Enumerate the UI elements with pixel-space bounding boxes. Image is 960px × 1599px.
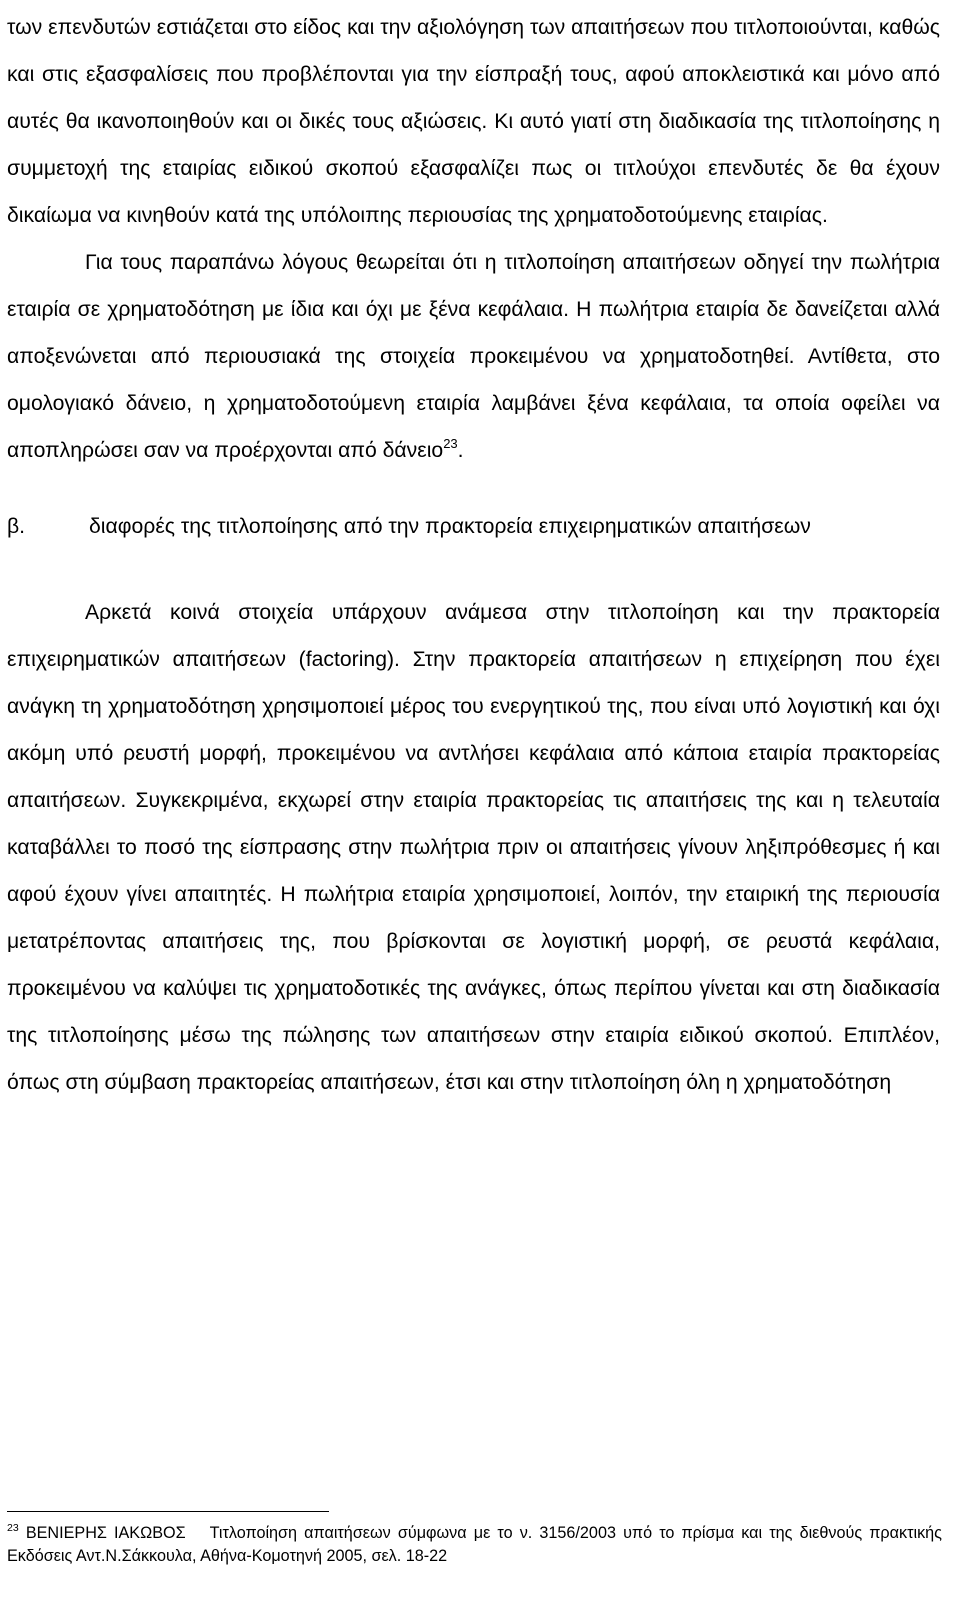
footnote [7, 1522, 942, 1568]
paragraph-text: Για τους παραπάνω λόγους θεωρείται ότι η τιτλοποίηση απαιτήσεων οδηγεί την πωλήτρια εταιρία σε χρηματοδότηση με ίδια και όχι με ξένα κεφάλαια. Η πωλήτρια εταιρία δε δανείζεται αλλά αποξενώνεται από περιουσιακά της στοιχεία προκειμένου να χρηματοδοτηθεί. Αντίθετα, στο ομολογιακό δάνειο, η χρηματοδοτούμενη εταιρία λαμβάνει ξένα κεφάλαια, τα οποία οφείλει να αποπληρώσει σαν να προέρχονται από δάνειο [7, 251, 940, 462]
footnote-separator [7, 1511, 329, 1512]
section-title: διαφορές της τιτλοποίησης από την πρακτορεία επιχειρηματικών απαιτήσεων [89, 515, 811, 538]
footnote-reference[interactable]: 23 [443, 436, 458, 451]
body-paragraph [7, 239, 940, 474]
body-paragraph: Αρκετά κοινά στοιχεία υπάρχουν ανάμεσα στην τιτλοποίηση και την πρακτορεία επιχειρηματικών απαιτήσεων (factoring). Στην πρακτορεία απαιτήσεων η επιχείρηση που έχει ανάγκη τη χρηματοδότηση χρησιμοποιεί μέρος του ενεργητικού της, που είναι υπό λογιστική και όχι ακόμη υπό ρευστή μορφή, προκειμένου να αντλήσει κεφάλαια από κάποια εταιρία πρακτορείας απαιτήσεων. Συγκεκριμένα, εκχωρεί στην εταιρία πρακτορείας τις απαιτήσεις της και η τελευταία καταβάλλει το ποσό της είσπρασης στην πωλήτρια πριν οι απαιτήσεις γίνουν ληξιπρόθεσμες ή και αφού έχουν γίνει απαιτητές. Η πωλήτρια εταιρία χρησιμοποιεί, λοιπόν, την εταιρική της περιουσία μετατρέποντας απαιτήσεις της, που βρίσκονται σε λογιστική μορφή, σε ρευστά κεφάλαια, προκειμένου να καλύψει τις χρηματοδοτικές της ανάγκες, όπως περίπου γίνεται και στη διαδικασία της τιτλοποίησης μέσω της πώλησης των απαιτήσεων στην εταιρία ειδικού σκοπού. Επιπλέον, όπως στη σύμβαση πρακτορείας απαιτήσεων, έτσι και στην τιτλοποίηση όλη η χρηματοδότηση [7, 601, 940, 1094]
section-number: β. [7, 515, 26, 538]
footnote-number: 23 [7, 1522, 19, 1534]
paragraph-end-period: . [457, 439, 464, 462]
body-paragraph: των επενδυτών εστιάζεται στο είδος και την αξιολόγηση των απαιτήσεων που τιτλοποιούνται, καθώς και στις εξασφαλίσεις που προβλέπονται για την είσπραξή τους, αφού αποκλειστικά και μόνο από αυτές θα ικανοποιηθούν και οι δικές τους αξιώσεις. Κι αυτό γιατί στη διαδικασία της τιτλοποίησης η συμμετοχή της εταιρίας ειδικού σκοπού εξασφαλίζει πως οι τιτλούχοι επενδυτές δε θα έχουν δικαίωμα να κινηθούν κατά της υπόλοιπης περιουσίας της χρηματοδοτούμενης εταιρίας. [7, 16, 940, 227]
spacer [7, 550, 940, 589]
footnote-text: Τιτλοποίηση απαιτήσεων σύμφωνα με το ν. 3156/2003 υπό το πρίσμα και της διεθνούς πρακτικής Εκδόσεις Αντ.Ν.Σάκκουλα, Αθήνα-Κομοτηνή 2005, σελ. 18-22 [7, 1524, 942, 1565]
section-heading [7, 503, 940, 550]
document-page [7, 0, 940, 1106]
footnote-author: ΒΕΝΙΕΡΗΣ ΙΑΚΩΒΟΣ [25, 1524, 186, 1542]
